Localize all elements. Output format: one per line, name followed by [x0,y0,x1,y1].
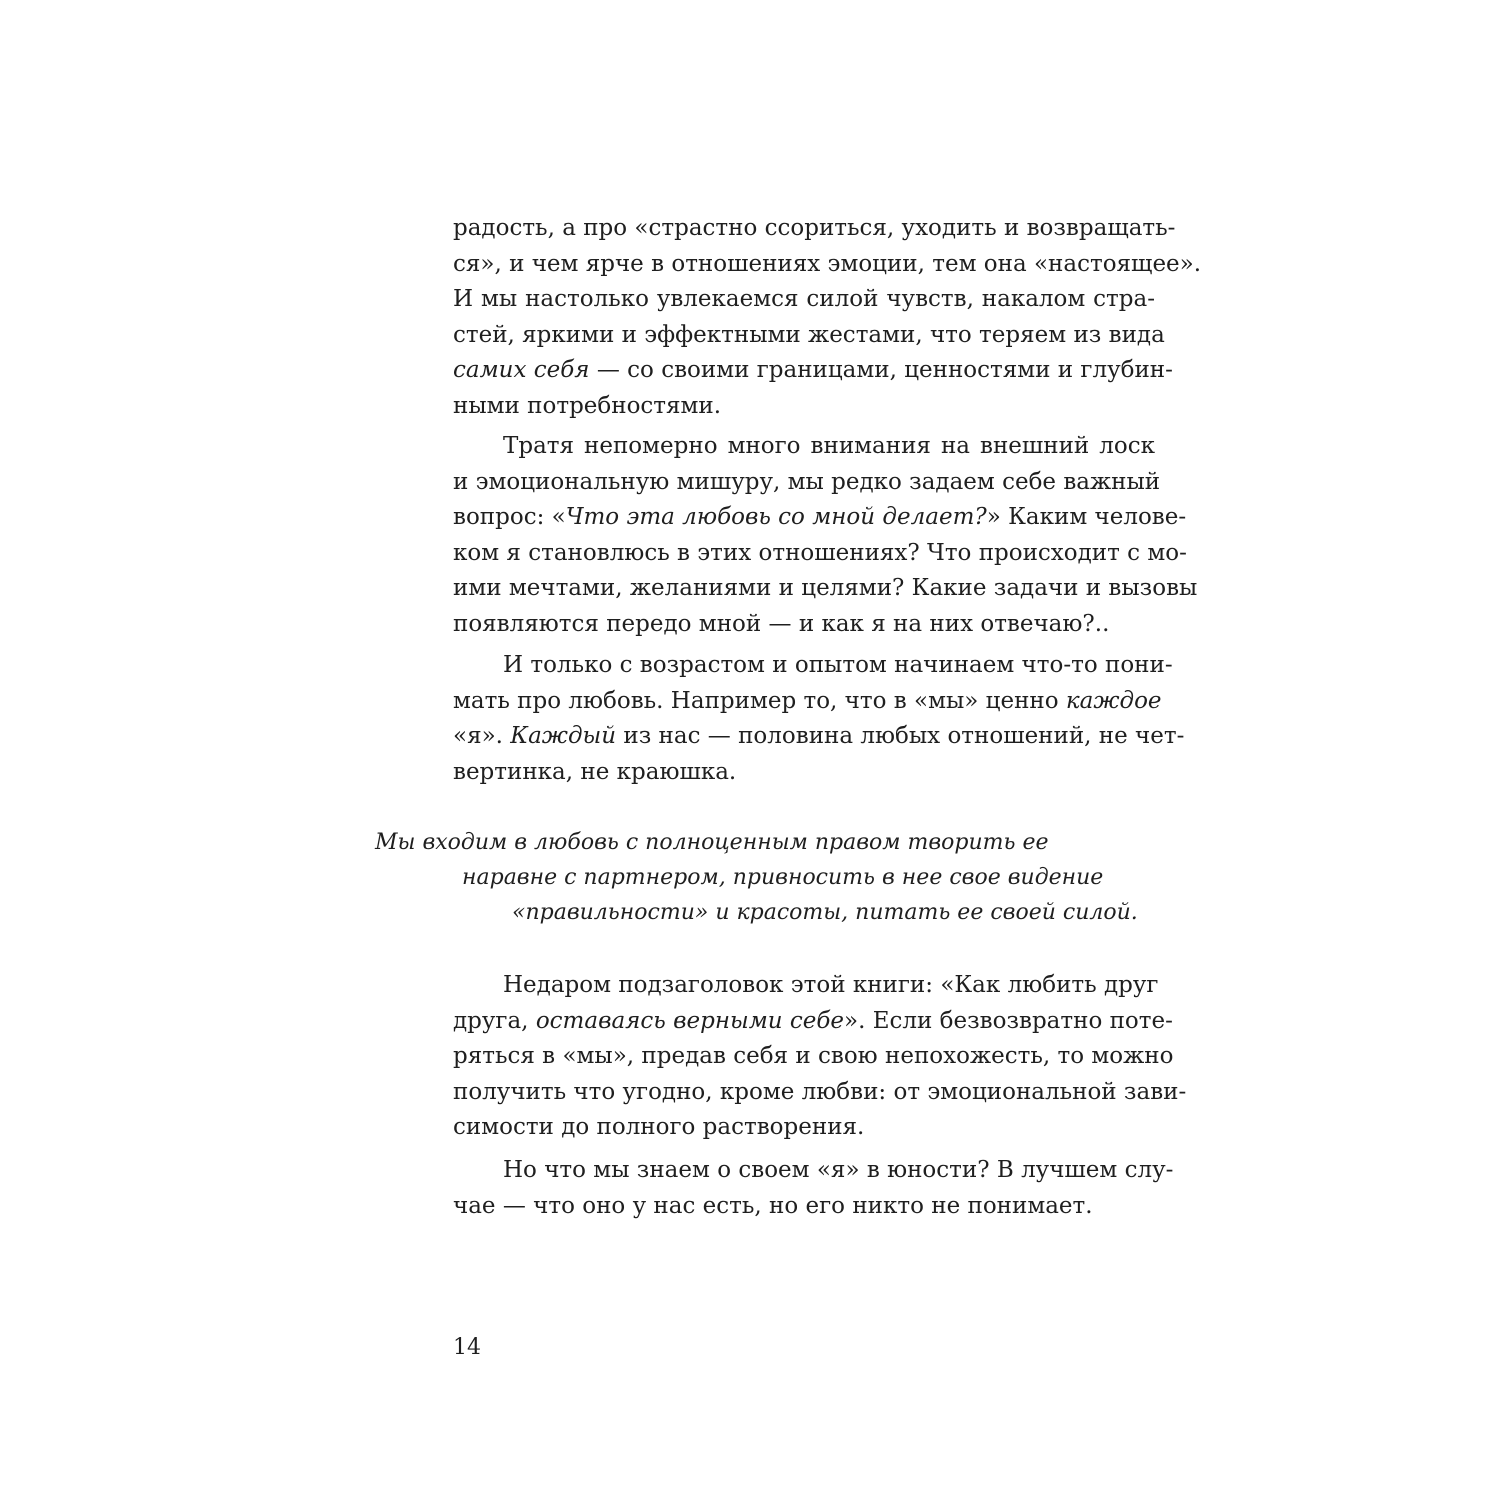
p1-line-6: ными потребностями. [453,392,722,419]
p4-line-2-italic: оставаясь верными себе [535,1007,845,1034]
p1-line-5 [453,353,1173,389]
p1-line-5-rest: — со своими границами, ценностями и глубин- [589,357,1173,384]
p4-line-3: ряться в «мы», предав себя и свою непохожесть, то можно [453,1043,1174,1070]
paragraph-4 [453,968,1187,1146]
p2-line-1: Тратя непомерно много внимания на внешний лоск [503,433,1155,459]
p3-line-2 [453,684,1162,720]
p4-line-1: Недаром подзаголовок этой книги: «Как любить друг [503,972,1159,998]
p3-line-3-rest: из нас — половина любых отношений, не чет- [616,723,1185,750]
p4-line-5: симости до полного растворения. [453,1114,865,1141]
p3-line-3 [453,719,1185,755]
pull-quote-line-1: Мы входим в любовь с полноценным правом творить ее [375,830,1049,855]
pull-quote-line-2: наравне с партнером, привносить в нее свое видение [462,865,1104,890]
p4-line-4: получить что угодно, кроме любви: от эмоциональной зави- [453,1078,1187,1105]
p2-line-4: ком я становлюсь в этих отношениях? Что происходит с мо- [453,539,1187,566]
pull-quote-line-3: «правильности» и красоты, питать ее своей силой. [512,900,1138,925]
p2-line-3-start: вопрос: « [453,504,566,531]
p2-line-2: и эмоциональную мишуру, мы редко задаем себе важный [453,468,1161,495]
p2-line-3-italic: Что эта любовь со мной делает? [565,504,987,531]
paragraph-1 [453,211,1202,425]
p3-line-3-italic: Каждый [510,723,617,750]
p2-line-6: появляются передо мной — и как я на них отвечаю?.. [453,610,1110,637]
p2-line-3 [453,500,1187,536]
paragraph-5 [453,1153,1174,1224]
p5-line-1: Но что мы знаем о своем «я» в юности? В лучшем слу- [503,1157,1174,1183]
p1-line-3: И мы настолько увлекаемся силой чувств, накалом стра- [453,286,1155,313]
p1-line-4: стей, яркими и эффектными жестами, что теряем из вида [453,321,1165,348]
p4-line-2-rest: ». Если безвозвратно поте- [844,1007,1173,1034]
p3-line-2-start: мать про любовь. Например то, что в «мы» ценно [453,687,1066,714]
p1-line-2: ся», и чем ярче в отношениях эмоции, тем она «настоящее». [453,250,1202,277]
p4-line-2 [453,1004,1173,1040]
page-number: 14 [453,1335,481,1360]
p4-line-2-start: друга, [453,1007,536,1034]
p5-line-2: чае — что оно у нас есть, но его никто не понимает. [453,1192,1093,1219]
p1-line-1: радость, а про «страстно ссориться, уходить и возвращать- [453,215,1176,241]
p1-line-5-italic: самих себя [453,357,590,384]
p3-line-1: И только с возрастом и опытом начинаем что-то пони- [503,652,1173,678]
p2-line-3-rest: » Каким челове- [986,504,1187,531]
p2-line-5: ими мечтами, желаниями и целями? Какие задачи и вызовы [453,575,1198,602]
p3-line-3-start: «я». [453,723,511,750]
paragraph-3 [453,648,1185,790]
p3-line-4: вертинка, не краюшка. [453,758,737,785]
paragraph-2 [453,429,1198,643]
p3-line-2-italic: каждое [1065,687,1162,714]
